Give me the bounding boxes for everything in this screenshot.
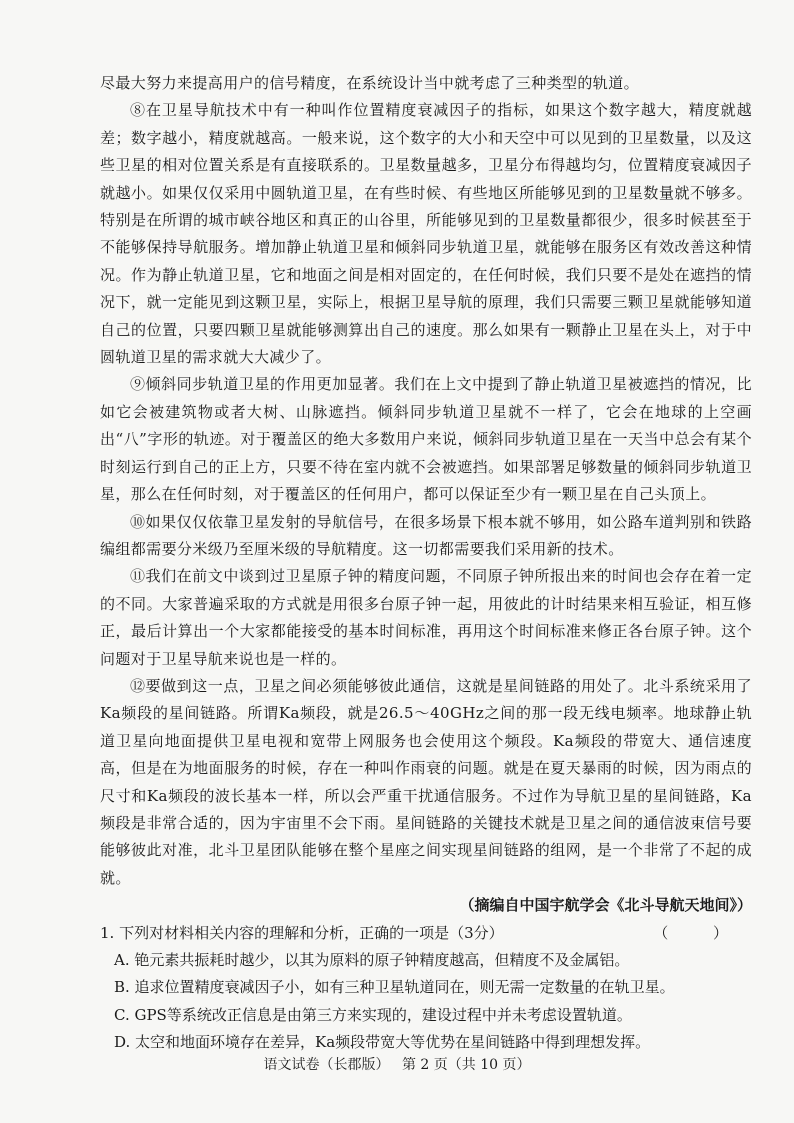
- source-citation: （摘编自中国宇航学会《北斗导航天地间》）: [459, 896, 752, 915]
- page-footer: [0, 1054, 794, 1074]
- paragraph-8: ⑧在卫星导航技术中有一种叫作位置精度衰减因子的指标，如果这个数字越大，精度就越差；数字越小，精度就越高。一般来说，这个数字的大小和天空中可以见到的卫星数量，以及这些卫星的相对位置关系是有直接联系的。卫星数量越多，卫星分布得越均匀，位置精度衰减因子就越小。如果仅仅采用中圆轨道卫星，在有些时候、有些地区所能够见到的卫星数量就不够多。特别是在所谓的城市峡谷地区和真正的山谷里，所能够见到的卫星数量都很少，很多时候甚至于不能够保持导航服务。增加静止轨道卫星和倾斜同步轨道卫星，就能够在服务区有效改善这种情况。作为静止轨道卫星，它和地面之间是相对固定的，在任何时候，我们只要不是处在遮挡的情况下，就一定能见到这颗卫星，实际上，根据卫星导航的原理，我们只需要三颗卫星就能够知道自己的位置，只要四颗卫星就能够测算出自己的速度。那么如果有一颗静止卫星在头上，对于中圆轨道卫星的需求就大大减少了。: [100, 101, 752, 367]
- option-a: A. 铯元素共振耗时越少，以其为原料的原子钟精度越高，但精度不及金属铝。: [114, 951, 630, 969]
- footer-subject: 语文试卷（长郡版）: [263, 1057, 390, 1073]
- paragraph-11: ⑪我们在前文中谈到过卫星原子钟的精度问题，不同原子钟所报出来的时间也会存在着一定的不同。大家普遍采取的方式就是用很多台原子钟一起，用彼此的计时结果来相互验证，相互修正，最后计算出一个大家都能接受的基本时间标准，再用这个时间标准来修正各台原子钟。这个问题对于卫星导航来说也是一样的。: [100, 567, 752, 668]
- option-d: D. 太空和地面环境存在差异，Ka频段带宽大等优势在星间链路中得到理想发挥。: [114, 1033, 651, 1052]
- paragraph-12: ⑫要做到这一点，卫星之间必须能够彼此通信，这就是星间链路的用处了。北斗系统采用了Ka频段的星间链路。所谓Ka频段，就是26.5～40GHz之间的那一段无线电频率。地球静止轨道卫星向地面提供卫星电视和宽带上网服务也会使用这个频段。Ka频段的带宽大、通信速度高，但是在为地面服务的时候，存在一种叫作雨衰的问题。就是在夏天暴雨的时候，因为雨点的尺寸和Ka频段的波长基本一样，所以会严重干扰通信服务。不过作为导航卫星的星间链路，Ka频段是非常合适的，因为宇宙里不会下雨。星间链路的关键技术就是卫星之间的通信波束信号要能够彼此对准，北斗卫星团队能够在整个星座之间实现星间链路的组网，是一个非常了不起的成就。: [100, 676, 752, 887]
- question-text: 1. 下列对材料相关内容的理解和分析，正确的一项是（3分）: [100, 923, 504, 942]
- document-body: [100, 70, 752, 1057]
- paragraph-10: ⑩如果仅仅依靠卫星发射的导航信号，在很多场景下根本就不够用，如公路车道判别和铁路编组都需要分米级乃至厘米级的导航精度。这一切都需要我们采用新的技术。: [100, 512, 752, 558]
- question-stem: [100, 920, 752, 947]
- option-c: C. GPS等系统改正信息是由第三方来实现的，建设过程中并未考虑设置轨道。: [114, 1005, 632, 1024]
- paragraph-continuation: 尽最大努力来提高用户的信号精度，在系统设计当中就考虑了三种类型的轨道。: [100, 74, 640, 92]
- paragraph-9: ⑨倾斜同步轨道卫星的作用更加显著。我们在上文中提到了静止轨道卫星被遮挡的情况，比如它会被建筑物或者大树、山脉遮挡。倾斜同步轨道卫星就不一样了，它会在地球的上空画出“八”字形的轨迹。对于覆盖区的绝大多数用户来说，倾斜同步轨道卫星在一天当中总会有某个时刻运行到自己的正上方，只要不待在室内就不会被遮挡。如果部署足够数量的倾斜同步轨道卫星，那么在任何时刻，对于覆盖区的任何用户，都可以保证至少有一颗卫星在自己头顶上。: [100, 375, 752, 504]
- option-b: B. 追求位置精度衰减因子小，如有三种卫星轨道同在，则无需一定数量的在轨卫星。: [114, 978, 675, 997]
- answer-blank: （ ）: [653, 923, 748, 942]
- footer-page-number: 第 2 页（共 10 页）: [401, 1057, 531, 1073]
